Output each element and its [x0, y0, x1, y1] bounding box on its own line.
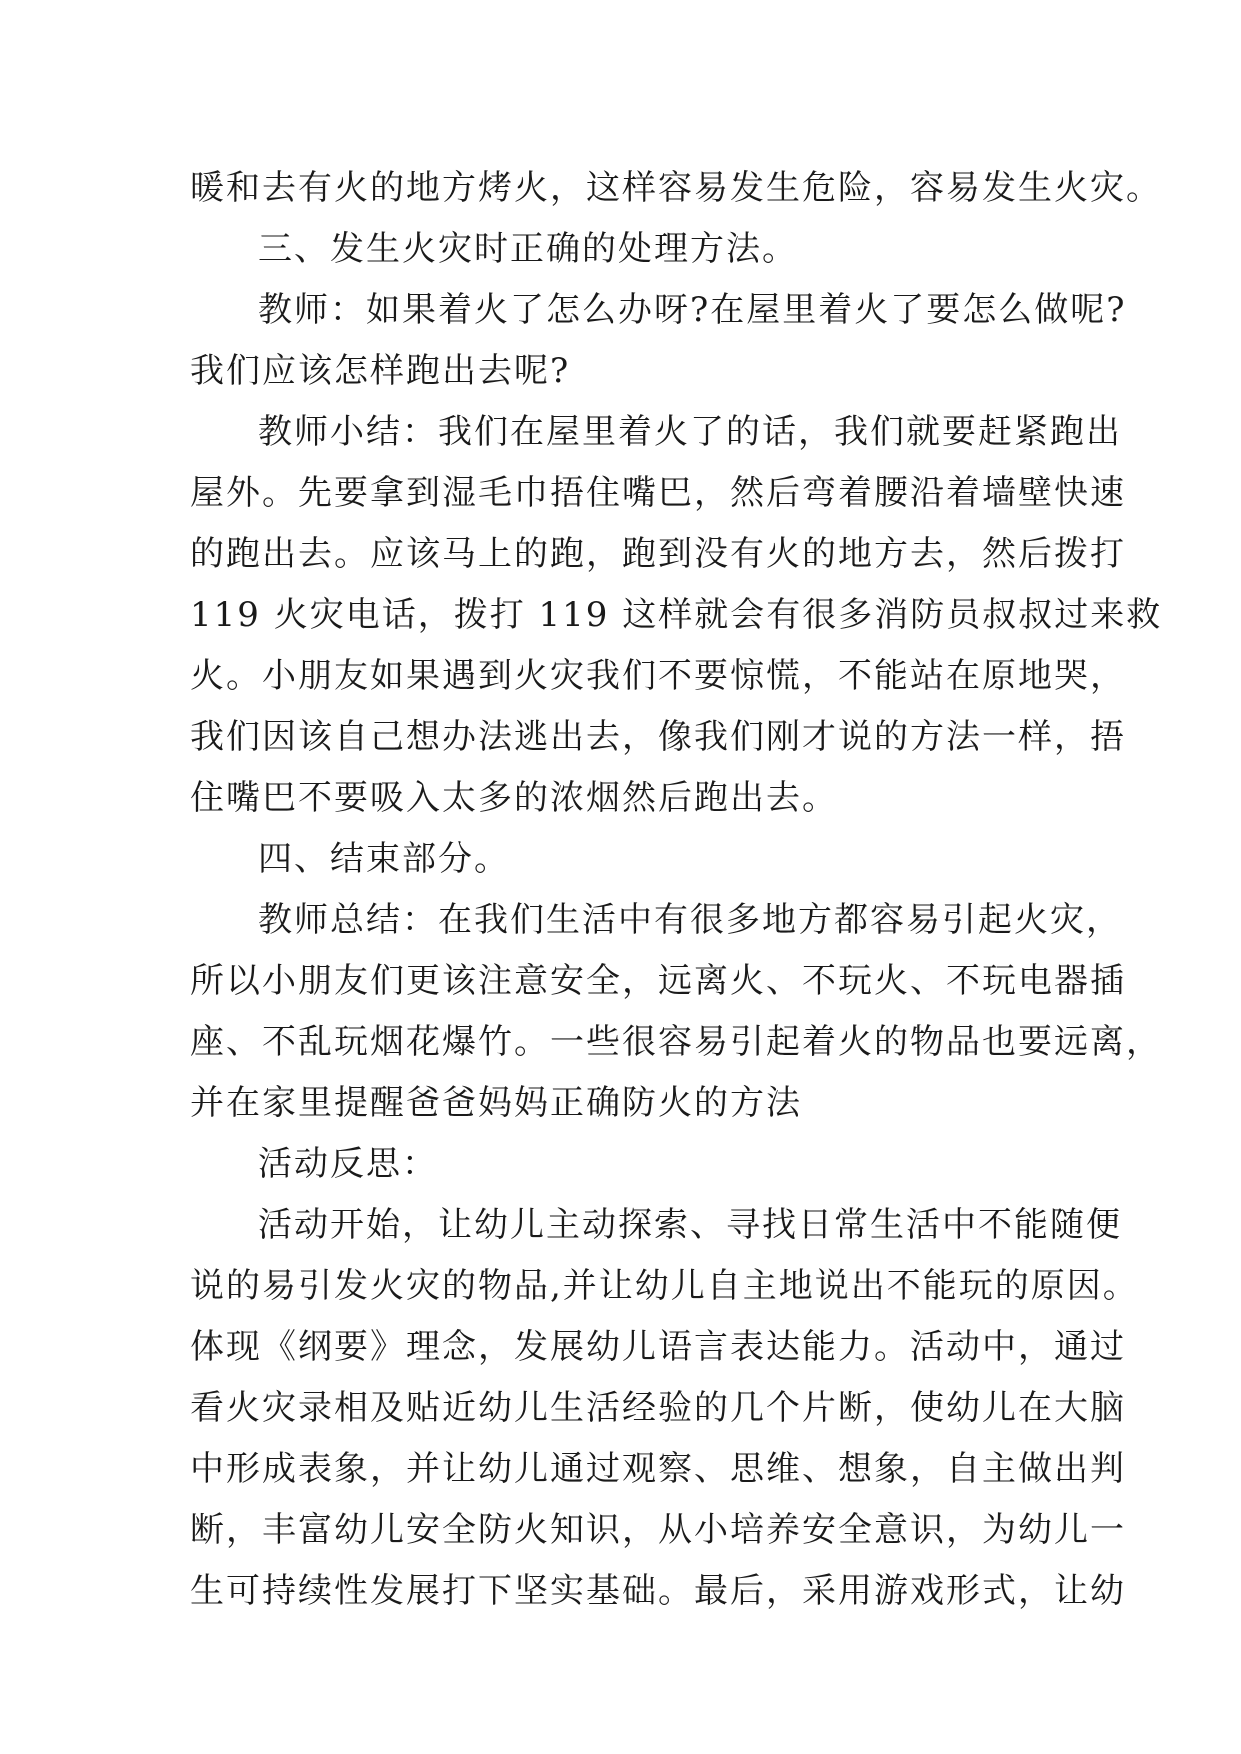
text-line: 119 火灾电话，拨打 119 这样就会有很多消防员叔叔过来救: [190, 595, 1163, 635]
text-line: 火。小朋友如果遇到火灾我们不要惊慌，不能站在原地哭，: [190, 656, 1126, 696]
text-line: 的跑出去。应该马上的跑，跑到没有火的地方去，然后拨打: [190, 534, 1126, 574]
text-line: 并在家里提醒爸爸妈妈正确防火的方法: [190, 1083, 802, 1123]
text-line: 中形成表象，并让幼儿通过观察、思维、想象，自主做出判: [190, 1449, 1126, 1489]
text-line: 座、不乱玩烟花爆竹。一些很容易引起着火的物品也要远离，: [190, 1022, 1162, 1062]
text-line: 屋外。先要拿到湿毛巾捂住嘴巴，然后弯着腰沿着墙壁快速: [190, 473, 1126, 513]
text-line: 教师：如果着火了怎么办呀?在屋里着火了要怎么做呢?: [258, 290, 1127, 330]
text-line: 我们因该自己想办法逃出去，像我们刚才说的方法一样，捂: [190, 717, 1126, 757]
section-heading-3: 三、发生火灾时正确的处理方法。: [258, 229, 798, 269]
text-line: 体现《纲要》理念，发展幼儿语言表达能力。活动中，通过: [190, 1327, 1126, 1367]
text-line: 暖和去有火的地方烤火，这样容易发生危险，容易发生火灾。: [190, 168, 1162, 208]
text-line: 活动开始，让幼儿主动探索、寻找日常生活中不能随便: [258, 1205, 1122, 1245]
text-line: 说的易引发火灾的物品,并让幼儿自主地说出不能玩的原因。: [190, 1266, 1139, 1306]
text-line: 我们应该怎样跑出去呢?: [190, 351, 571, 391]
text-line: 教师小结：我们在屋里着火了的话，我们就要赶紧跑出: [258, 412, 1122, 452]
text-line: 生可持续性发展打下坚实基础。最后，采用游戏形式，让幼: [190, 1571, 1126, 1611]
text-line: 断，丰富幼儿安全防火知识，从小培养安全意识，为幼儿一: [190, 1510, 1126, 1550]
text-line: 看火灾录相及贴近幼儿生活经验的几个片断，使幼儿在大脑: [190, 1388, 1126, 1428]
text-line: 所以小朋友们更该注意安全，远离火、不玩火、不玩电器插: [190, 961, 1126, 1001]
text-line: 住嘴巴不要吸入太多的浓烟然后跑出去。: [190, 778, 838, 818]
text-line: 教师总结：在我们生活中有很多地方都容易引起火灾，: [258, 900, 1122, 940]
body-text: [190, 158, 1163, 1622]
section-heading-4: 四、结束部分。: [258, 839, 510, 879]
reflection-heading: 活动反思：: [258, 1144, 438, 1184]
